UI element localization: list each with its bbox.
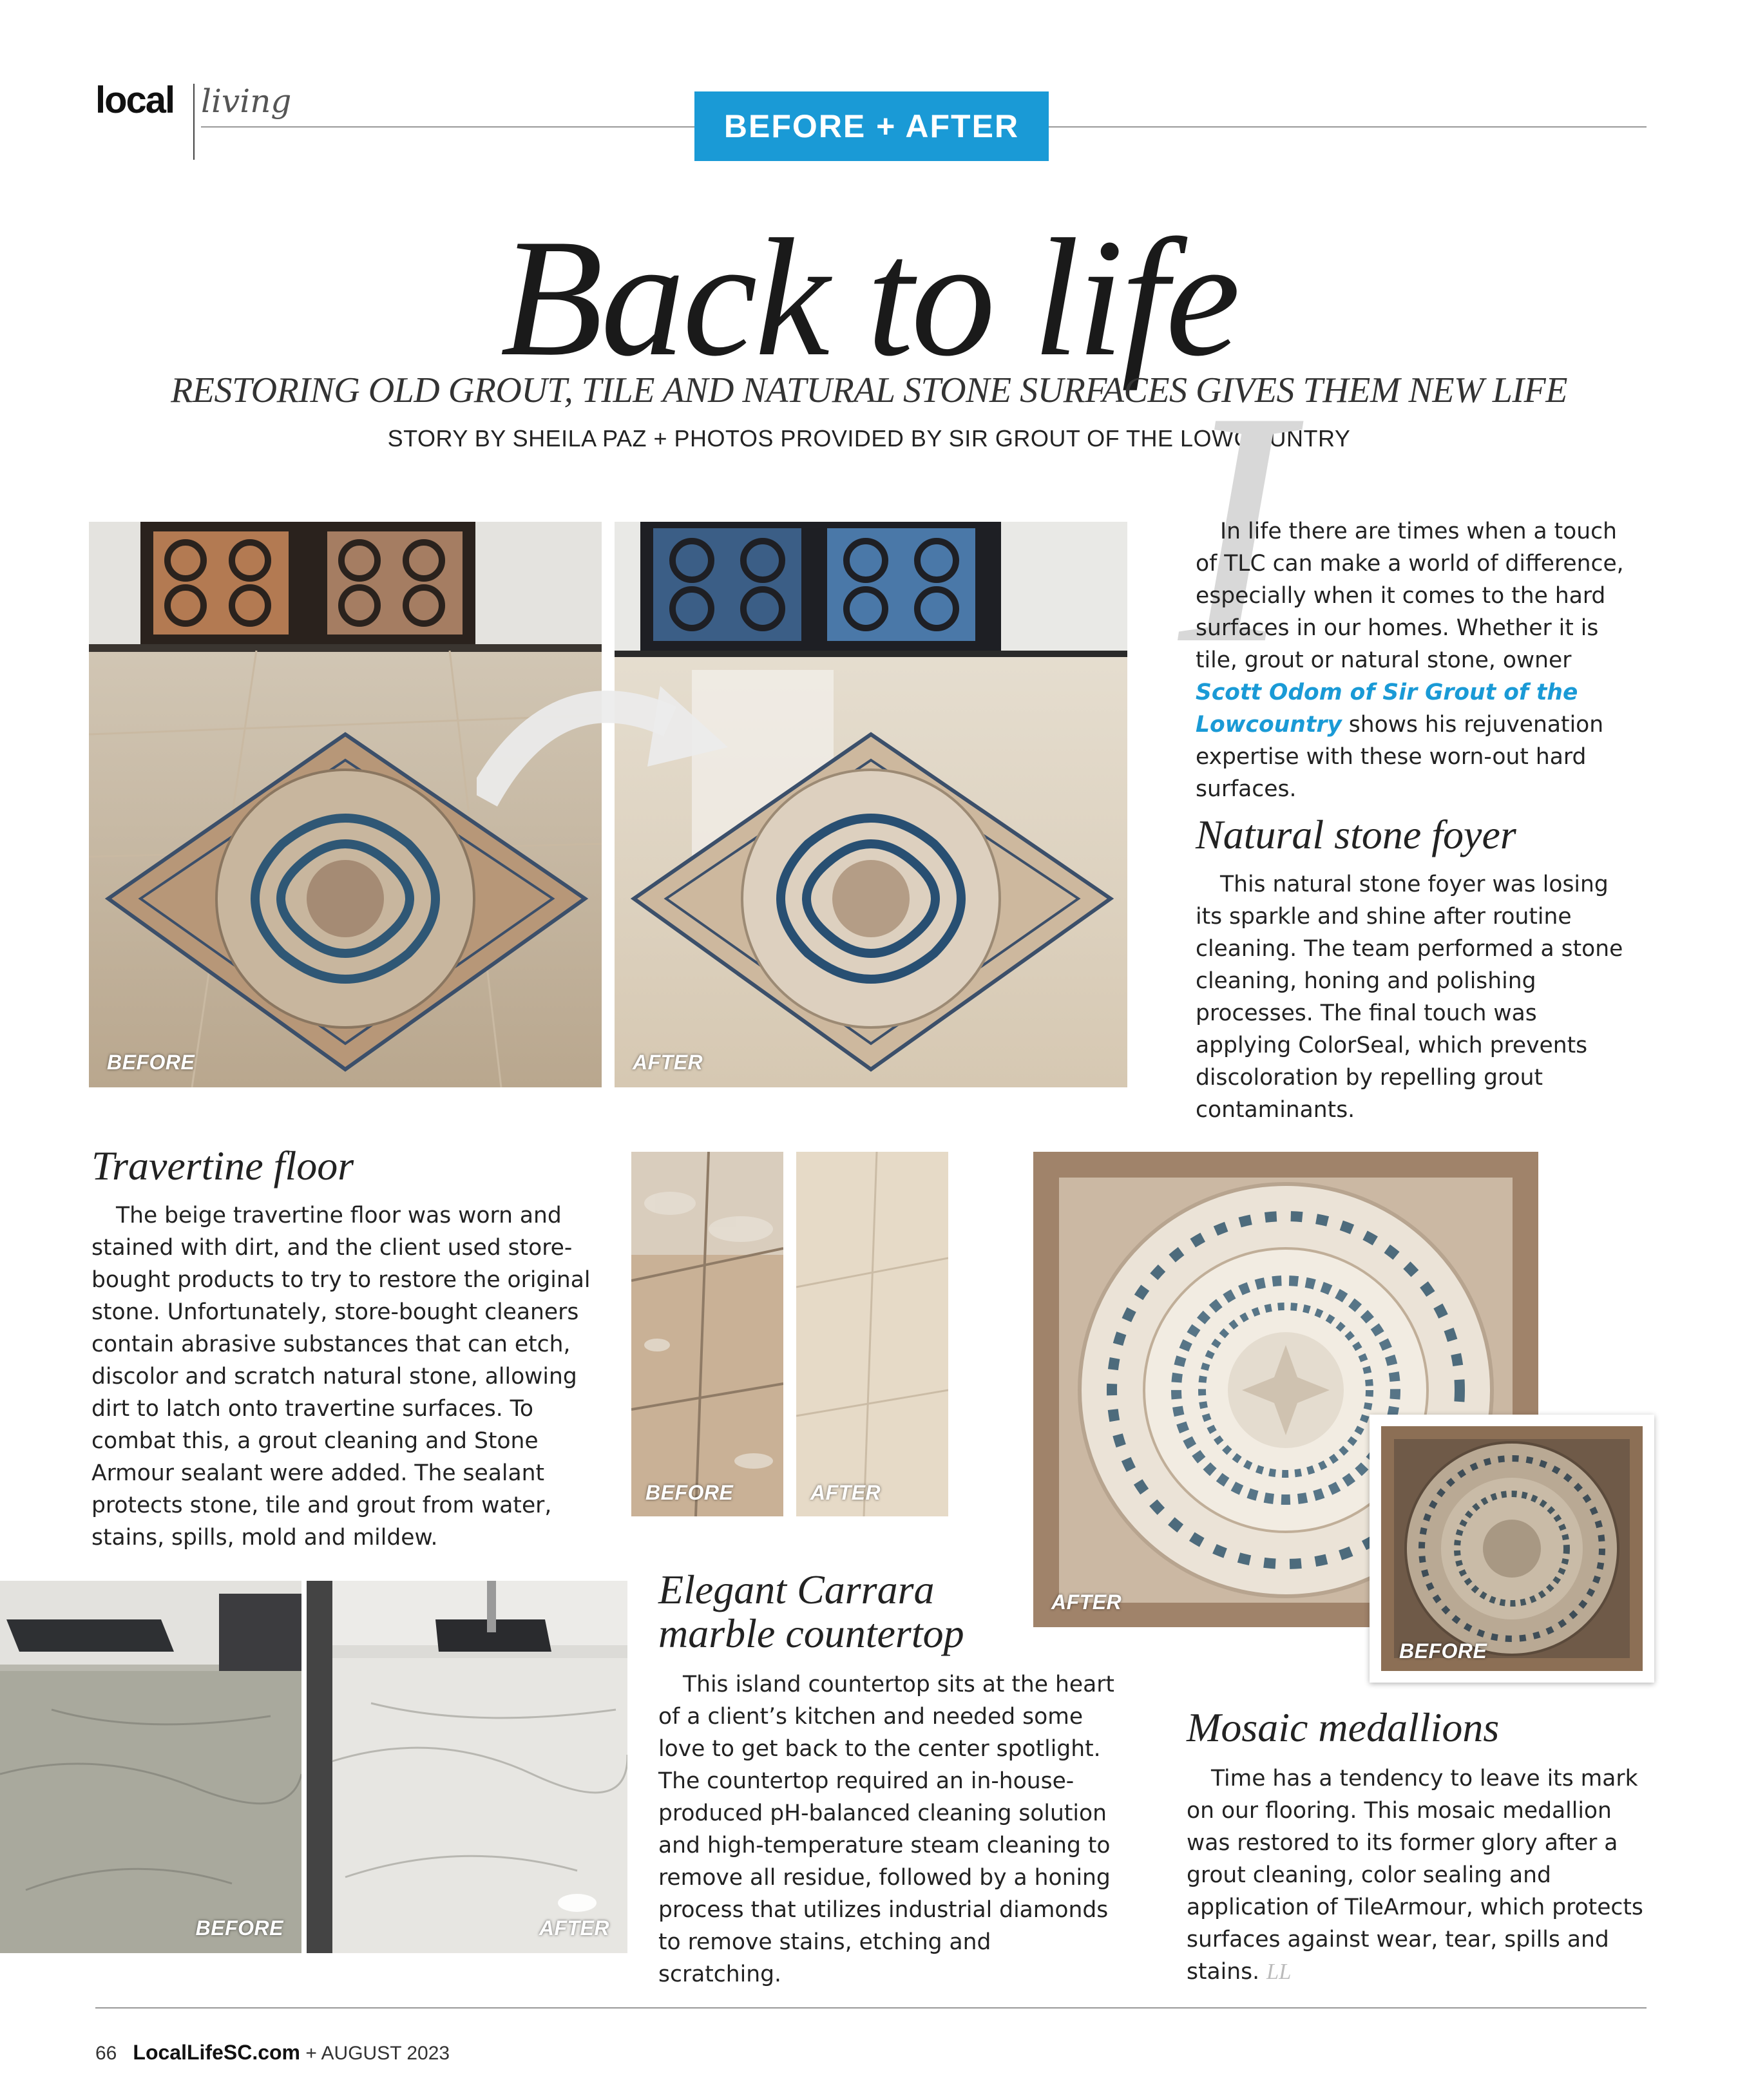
section-heading-countertop — [658, 1568, 964, 1656]
section-body-travertine-text: The beige travertine floor was worn and stained with dirt, and the client used store-bought products to try to restore the original stone. Unfortunately, store-bought cleaners contain abrasive substances that can etch, discolor and scratch natural stone, allowing dirt to latch onto travertine surfaces. To combat this, a grout cleaning and Stone Armour sealant were added. The sealant protects stone, tile and grout from water, stains, spills, mold and mildew. — [91, 1203, 591, 1551]
section-body-countertop — [658, 1668, 1116, 1990]
mosaic-before-photo — [1370, 1415, 1654, 1683]
intro-text-end: shows his rejuvenation expertise with these worn-out hard surfaces. — [1196, 712, 1604, 802]
section-body-countertop-text: This island countertop sits at the heart of a client’s kitchen and needed some love to get back to the center spotlight. The countertop required an in-house-produced pH-balanced cleaning solution and high-temperature steam cleaning to remove all residue, followed by a honing process that utilizes industrial diamonds to remove stains, etching and scratching. — [658, 1672, 1114, 1987]
travertine-after-photo — [796, 1152, 948, 1516]
intro-text-start: In life there are times when a touch of TLC can make a world of difference, especially when it comes to the hard surfaces in our homes. Whether it is tile, grout or natural stone, owner — [1196, 519, 1624, 673]
footer-site-link[interactable]: LocalLifeSC.com — [133, 2041, 300, 2064]
countertop-before-label: BEFORE — [195, 1916, 283, 1940]
mosaic-before-image — [1381, 1426, 1643, 1671]
owner-link[interactable]: Scott Odom of Sir Grout of the Lowcountry — [1196, 680, 1578, 738]
section-heading-mosaic: Mosaic medallions — [1187, 1704, 1500, 1750]
travertine-after-image — [796, 1152, 948, 1516]
dropcap: I — [1179, 343, 1291, 713]
countertop-before-photo — [0, 1581, 301, 1953]
countertop-after-label: AFTER — [539, 1916, 609, 1940]
foyer-before-label: BEFORE — [107, 1051, 195, 1074]
end-mark: LL — [1266, 1960, 1292, 1984]
logo-divider — [193, 84, 195, 160]
page-number: 66 — [95, 2043, 117, 2064]
mosaic-after-label: AFTER — [1051, 1590, 1122, 1614]
section-body-mosaic-text: Time has a tendency to leave its mark on our flooring. This mosaic medallion was restored to its former glory after a grout cleaning, color sealing and application of TileArmour, which protects surfaces against wear, tear, spills and stains. — [1187, 1766, 1643, 1985]
foyer-after-label: AFTER — [633, 1051, 703, 1074]
countertop-before-image — [0, 1581, 301, 1953]
footer — [95, 2041, 450, 2065]
section-tag: BEFORE + AFTER — [694, 91, 1049, 161]
article-title: Back to life — [500, 204, 1238, 391]
section-heading-travertine: Travertine floor — [91, 1143, 354, 1188]
mosaic-before-label: BEFORE — [1399, 1639, 1487, 1663]
footer-rule — [95, 2007, 1647, 2009]
travertine-before-photo — [631, 1152, 783, 1516]
section-body-foyer — [1196, 868, 1627, 1126]
travertine-before-label: BEFORE — [645, 1481, 734, 1504]
section-body-mosaic — [1187, 1762, 1650, 1988]
travertine-after-label: AFTER — [810, 1481, 881, 1504]
section-heading-foyer: Natural stone foyer — [1196, 812, 1516, 857]
article-byline: STORY BY SHEILA PAZ + PHOTOS PROVIDED BY SIR GROUT OF THE LOWCOUNTRY — [387, 425, 1351, 452]
section-body-travertine — [91, 1199, 613, 1554]
countertop-after-photo — [307, 1581, 627, 1953]
logo-local: local — [95, 79, 175, 121]
curved-arrow-icon — [477, 651, 747, 818]
section-heading-countertop-line2: marble countertop — [658, 1610, 964, 1656]
intro-text — [1196, 515, 1627, 805]
article-dek: RESTORING OLD GROUT, TILE AND NATURAL STONE SURFACES GIVES THEM NEW LIFE — [171, 370, 1567, 410]
section-body-foyer-text: This natural stone foyer was losing its sparkle and shine after routine cleaning. The team performed a stone cleaning, honing and polishing processes. The final touch was applying ColorSeal, which prevents discoloration by repelling grout contaminants. — [1196, 872, 1623, 1123]
countertop-after-image — [307, 1581, 627, 1953]
logo-living: living — [201, 82, 292, 120]
travertine-before-image — [631, 1152, 783, 1516]
footer-issue: + AUGUST 2023 — [305, 2043, 450, 2064]
section-heading-countertop-line1: Elegant Carrara — [658, 1567, 935, 1612]
